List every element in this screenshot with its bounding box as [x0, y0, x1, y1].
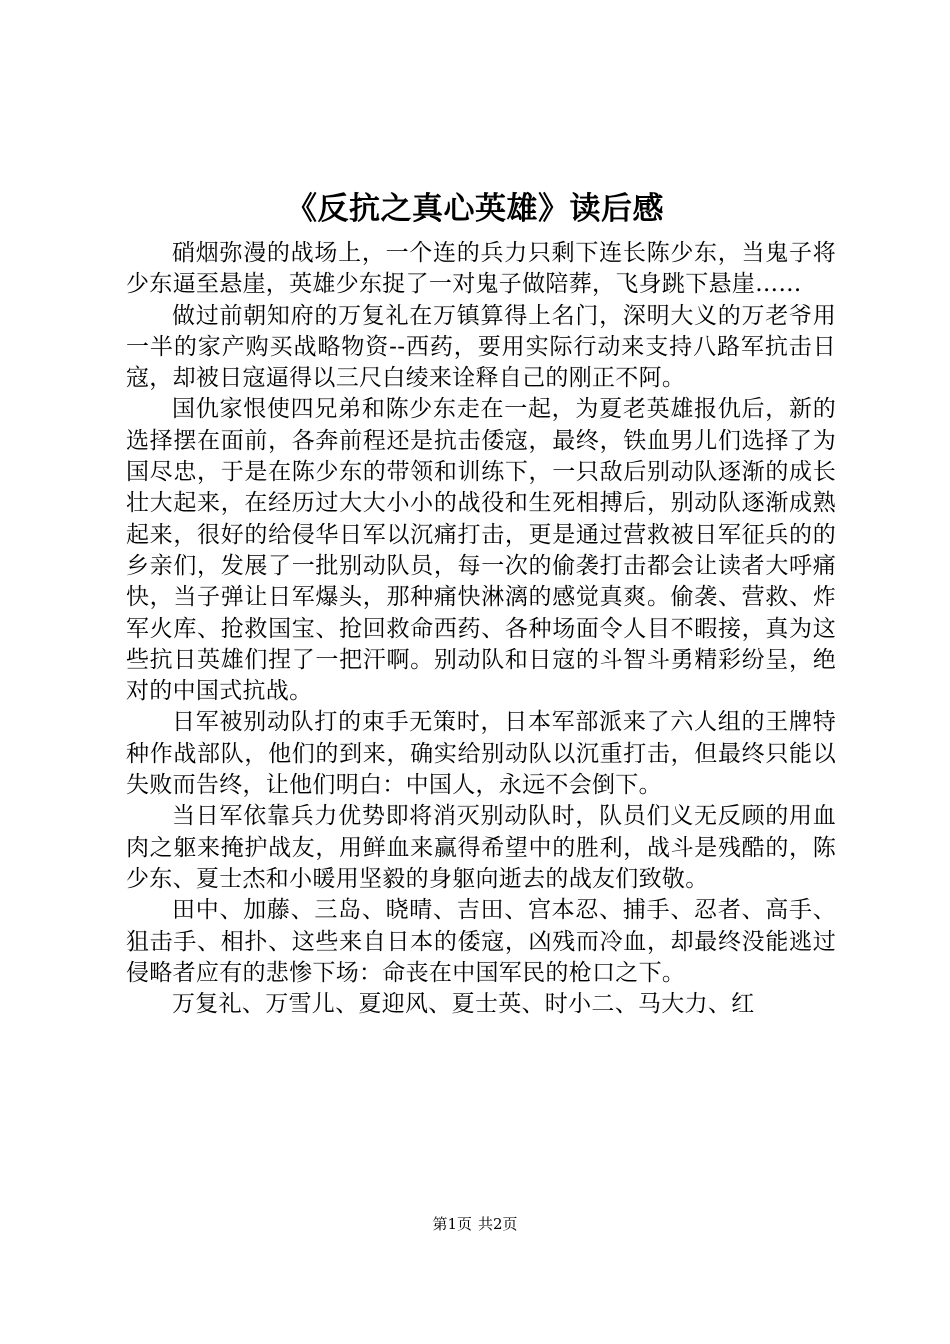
- page-total: 共2页: [478, 1215, 518, 1233]
- paragraph: 当日军依靠兵力优势即将消灭别动队时，队员们义无反顾的用血肉之躯来掩护战友，用鲜血来赢得希望中的胜利，战斗是残酷的，陈少东、夏士杰和小暖用坚毅的身躯向逝去的战友们致敬。: [126, 803, 836, 892]
- paragraph: 万复礼、万雪儿、夏迎风、夏士英、时小二、马大力、红: [172, 991, 755, 1018]
- paragraph: 日军被别动队打的束手无策时，日本军部派来了六人组的王牌特种作战部队，他们的到来，确实给别动队以沉重打击，但最终只能以失败而告终，让他们明白：中国人，永远不会倒下。: [126, 709, 836, 799]
- paragraph: 田中、加藤、三岛、晓晴、吉田、宫本忍、捕手、忍者、高手、狙击手、相扑、这些来自日本的倭寇，凶残而冷血，却最终没能逃过侵略者应有的悲惨下场：命丧在中国军民的枪口之下。: [126, 897, 836, 986]
- paragraph: 国仇家恨使四兄弟和陈少东走在一起，为夏老英雄报仇后，新的选择摆在面前，各奔前程还是抗击倭寇，最终，铁血男儿们选择了为国尽忠，于是在陈少东的带领和训练下，一只敌后别动队逐渐的成长壮大起来，在经历过大大小小的战役和生死相搏后，别动队逐渐成熟起来，很好的给侵华日军以沉痛打击，更是通过营救被日军征兵的的乡亲们，发展了一批别动队员，每一次的偷袭打击都会让读者大呼痛快，当子弹让日军爆头，那种痛快淋漓的感觉真爽。偷袭、营救、炸军火库、抢救国宝、抢回救命西药、各种场面令人目不暇接，真为这些抗日英雄们捏了一把汗啊。别动队和日寇的斗智斗勇精彩纷呈，绝对的中国式抗战。: [126, 396, 836, 705]
- document-body: [126, 238, 836, 1020]
- paragraph: 做过前朝知府的万复礼在万镇算得上名门，深明大义的万老爷用一半的家产购买战略物资--西药，要用实际行动来支持八路军抗击日寇，却被日寇逼得以三尺白绫来诠释自己的刚正不阿。: [126, 302, 836, 392]
- document-title: 《反抗之真心英雄》读后感: [286, 191, 664, 227]
- page-footer: [0, 1214, 950, 1234]
- paragraph: 硝烟弥漫的战场上，一个连的兵力只剩下连长陈少东，当鬼子将少东逼至悬崖，英雄少东捉了一对鬼子做陪葬，飞身跳下悬崖……: [126, 240, 836, 298]
- page-number: 第1页: [432, 1215, 472, 1233]
